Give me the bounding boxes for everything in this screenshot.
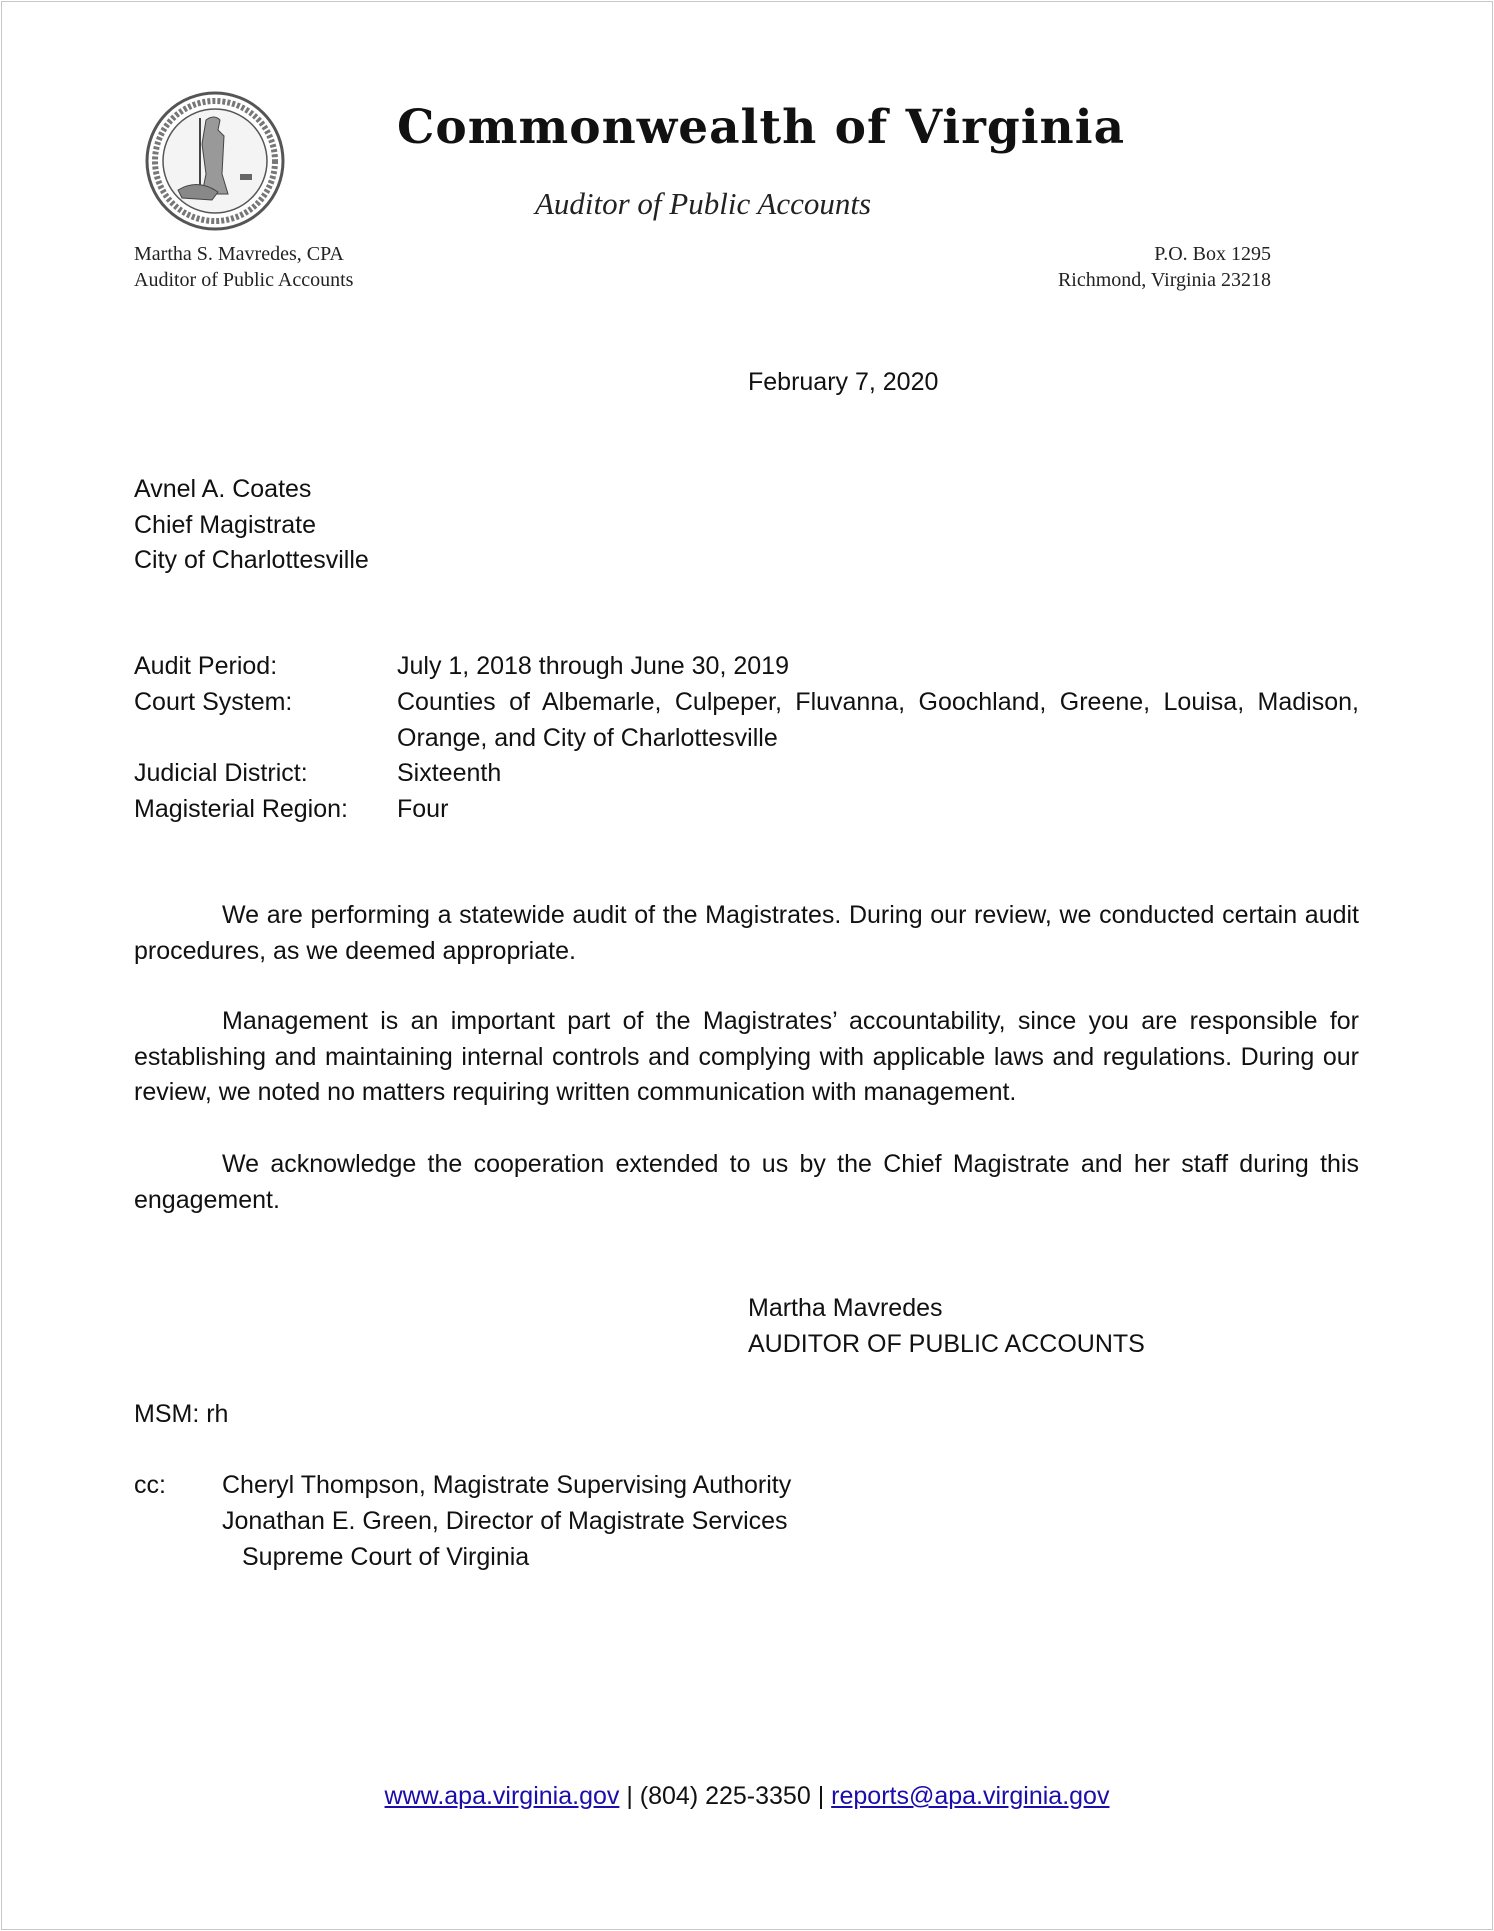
website-link[interactable]: www.apa.virginia.gov xyxy=(384,1782,620,1810)
audit-period-label: Audit Period: xyxy=(134,652,278,680)
paragraph-3: We acknowledge the cooperation extended to us by the Chief Magistrate and her staff during this engagement. xyxy=(134,1150,1359,1214)
initials: MSM: rh xyxy=(134,1400,229,1428)
paragraph-1: We are performing a statewide audit of the Magistrates. During our review, we conducted certain audit procedures, as we deemed appropriate. xyxy=(134,901,1359,965)
auditor-name: Martha S. Mavredes, CPA xyxy=(134,243,344,265)
recipient-name: Avnel A. Coates xyxy=(134,475,312,503)
cc-recipient: Jonathan E. Green, Director of Magistrate Services xyxy=(222,1507,788,1535)
magisterial-region-value: Four xyxy=(397,795,449,823)
recipient-locality: City of Charlottesville xyxy=(134,546,369,574)
footer-separator: | xyxy=(817,1782,825,1810)
court-system-value-line1: Counties of Albemarle, Culpeper, Fluvanna, Goochland, Greene, Louisa, Madison, xyxy=(397,688,1359,716)
court-system-label: Court System: xyxy=(134,688,293,716)
magisterial-region-label: Magisterial Region: xyxy=(134,795,348,823)
auditor-title: Auditor of Public Accounts xyxy=(134,269,354,291)
footer-separator: | xyxy=(626,1782,633,1810)
letterhead-subtitle: Auditor of Public Accounts xyxy=(534,186,872,221)
letterhead-title: Commonwealth of Virginia xyxy=(397,100,1126,155)
cc-recipient-organization: Supreme Court of Virginia xyxy=(242,1543,530,1571)
judicial-district-label: Judicial District: xyxy=(134,759,308,787)
audit-period-value: July 1, 2018 through June 30, 2019 xyxy=(397,652,789,680)
footer xyxy=(0,1778,1494,1814)
paragraph-2: Management is an important part of the Magistrates’ accountability, since you are responsible for establishing and maintaining internal controls and complying with applicable laws and regulations. During our review, we noted no matters requiring written communication with management. xyxy=(134,1007,1359,1106)
email-link[interactable]: reports@apa.virginia.gov xyxy=(831,1782,1110,1810)
virginia-seal-icon xyxy=(144,90,286,232)
phone-number: (804) 225-3350 xyxy=(639,1782,811,1810)
judicial-district-value: Sixteenth xyxy=(397,759,502,787)
city-address: Richmond, Virginia 23218 xyxy=(1057,269,1271,291)
court-system-value-line2: Orange, and City of Charlottesville xyxy=(397,724,778,752)
signature-title: AUDITOR OF PUBLIC ACCOUNTS xyxy=(748,1330,1145,1358)
cc-label: cc: xyxy=(134,1471,166,1499)
recipient-title: Chief Magistrate xyxy=(134,511,317,539)
signature-name: Martha Mavredes xyxy=(748,1294,943,1322)
letter-date: February 7, 2020 xyxy=(748,368,939,396)
po-box: P.O. Box 1295 xyxy=(1154,243,1271,265)
cc-recipient: Cheryl Thompson, Magistrate Supervising Authority xyxy=(222,1471,792,1499)
